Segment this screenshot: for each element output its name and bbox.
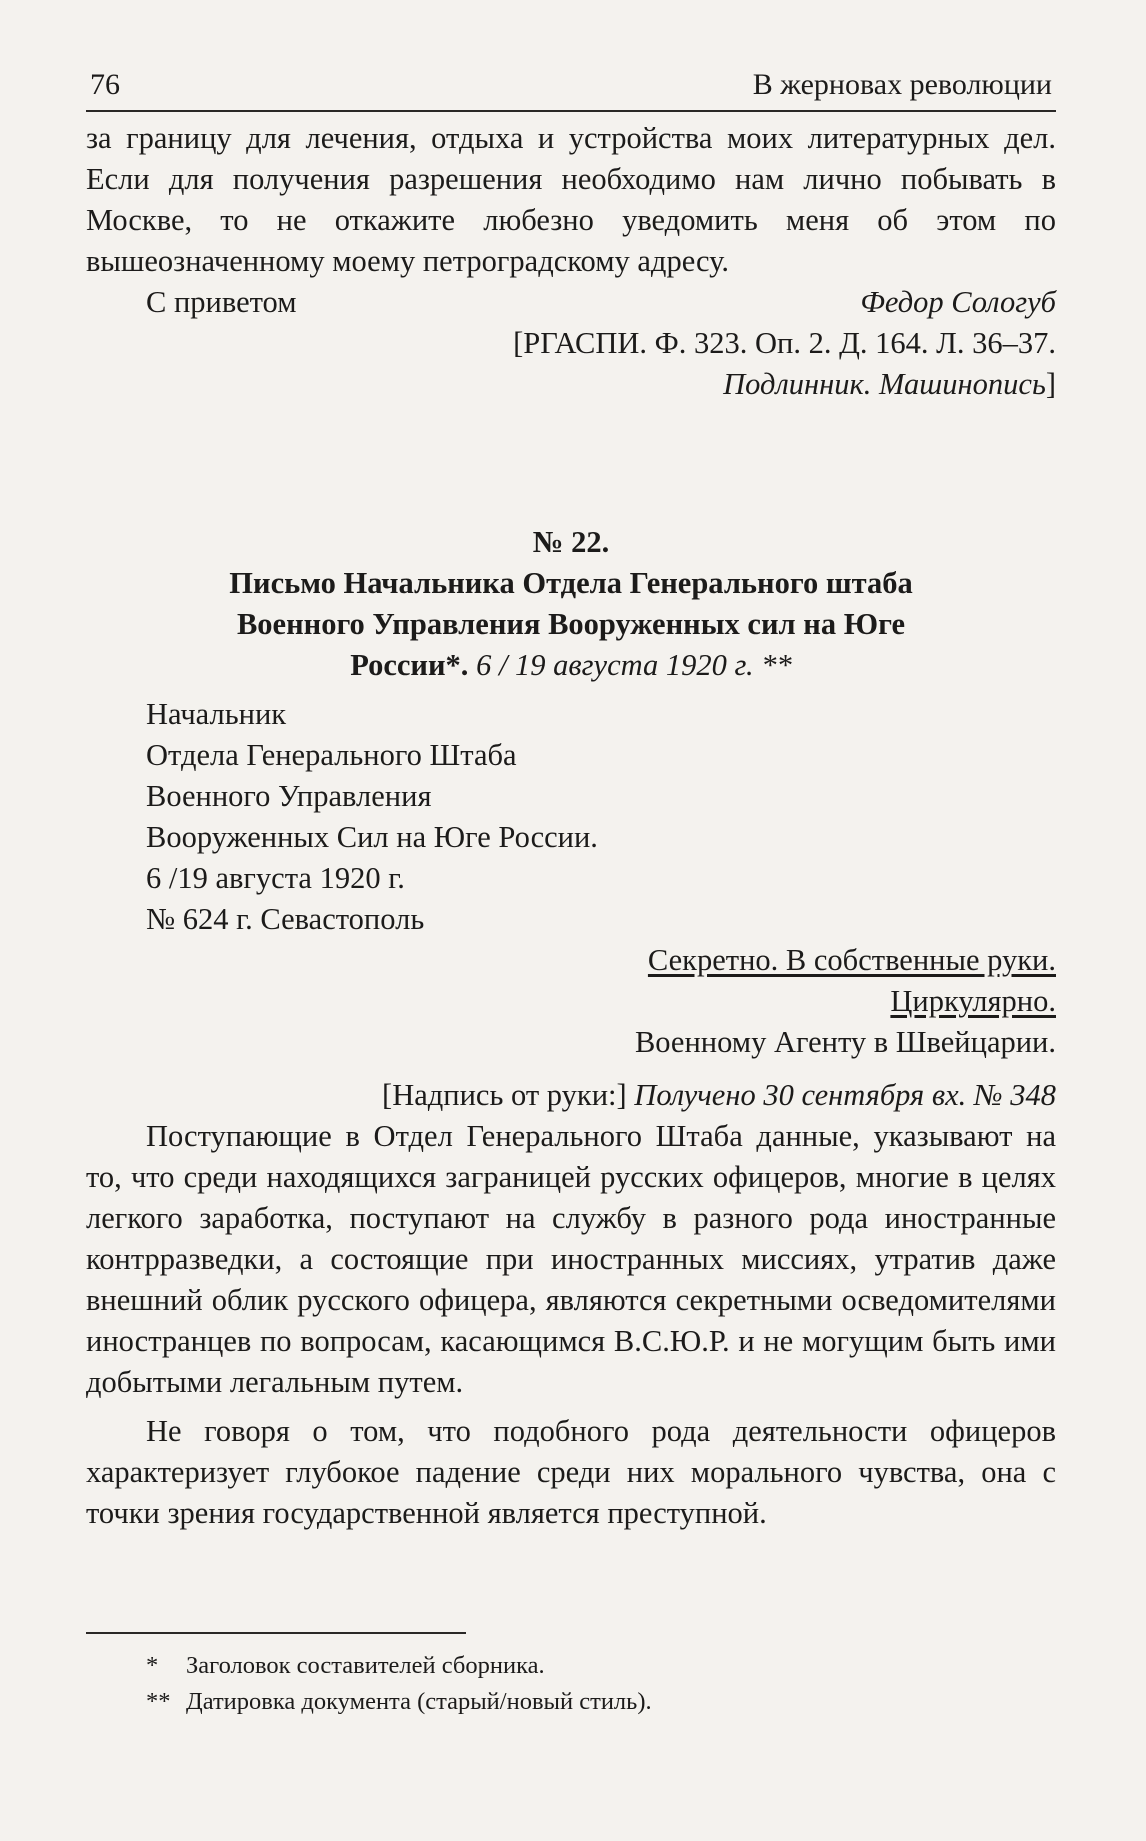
document-date: 6 / 19 августа 1920 г. **: [468, 648, 792, 682]
handwritten-note: Получено 30 сентября вх. № 348: [626, 1078, 1056, 1112]
header-rule: [86, 110, 1056, 112]
running-title: В жерновах революции: [752, 68, 1052, 101]
footnote-mark: *: [146, 1652, 159, 1679]
sender-line: Отдела Генерального Штаба: [146, 738, 517, 772]
archive-note-line: [86, 364, 1056, 405]
sender-line: 6 /19 августа 1920 г.: [146, 861, 405, 895]
document-title-line-3: [86, 645, 1056, 686]
body-paragraph-2: Не говоря о том, что подобного рода деятельности офицеров характеризует глубокое падение среди них морального чувства, она с точки зрения государственной является преступной.: [86, 1414, 1056, 1530]
title-region: России*.: [350, 648, 469, 682]
circular-line: [86, 981, 1056, 1022]
archive-reference: [РГАСПИ. Ф. 323. Оп. 2. Д. 164. Л. 36–37.: [513, 326, 1056, 360]
document-title-line-2: Военного Управления Вооруженных сил на Юге: [236, 607, 906, 641]
sender-line: Вооруженных Сил на Юге России.: [146, 820, 598, 854]
document-22: [86, 522, 1056, 1534]
footnote: [146, 1648, 1046, 1684]
circular-mark: Циркулярно.: [890, 984, 1056, 1018]
footnote: [146, 1684, 1046, 1720]
footnote-rule: [86, 1632, 466, 1634]
sender-line: Начальник: [146, 697, 287, 731]
signature: Федор Сологуб: [860, 285, 1056, 319]
greeting-signature-row: [86, 282, 1056, 323]
handwritten-label: [Надпись от руки:]: [382, 1078, 627, 1112]
letter-closing-paragraph: за границу для лечения, отдыха и устройства моих литературных дел. Если для получения разрешения необходимо нам лично побывать в Москве, то не откажите любезно уведомить меня об этом по вышеозначенному моему петроградскому адресу.: [86, 121, 1056, 278]
footnote-text: Датировка документа (старый/новый стиль).: [186, 1688, 652, 1715]
document-title-line-1: Письмо Начальника Отдела Генерального штаба: [229, 566, 913, 600]
greeting: С приветом: [146, 285, 297, 319]
classification: Секретно. В собственные руки.: [647, 943, 1056, 977]
footnote-text: Заголовок составителей сборника.: [186, 1652, 545, 1679]
sender-line: № 624 г. Севастополь: [146, 902, 425, 936]
archive-note: Подлинник. Машинопись: [723, 367, 1046, 401]
previous-letter-end: [86, 118, 1056, 405]
footnote-mark: **: [146, 1688, 171, 1715]
footnotes: [146, 1648, 1046, 1720]
classification-line: [86, 940, 1056, 981]
sender-line: Военного Управления: [146, 779, 432, 813]
page-number: 76: [90, 68, 120, 101]
body-paragraph-1: Поступающие в Отдел Генерального Штаба данные, указывают на то, что среди находящихся заграницей русских офицеров, многие в целях легкого заработка, поступают на службу в разного рода иностранные контрразведки, а состоящие при иностранных миссиях, утратив даже внешний облик русского офицера, являются секретными осведомителями иностранцев по вопросам, касающимся В.С.Ю.Р. и не могущим быть ими добытыми легальным путем.: [86, 1119, 1056, 1399]
sender-block: [86, 694, 1056, 940]
handwritten-annotation: [86, 1075, 1056, 1116]
addressee: Военному Агенту в Швейцарии.: [634, 1025, 1056, 1059]
archive-close-bracket: ]: [1045, 367, 1056, 401]
page-header: [86, 62, 1056, 112]
document-number: № 22.: [532, 525, 610, 559]
